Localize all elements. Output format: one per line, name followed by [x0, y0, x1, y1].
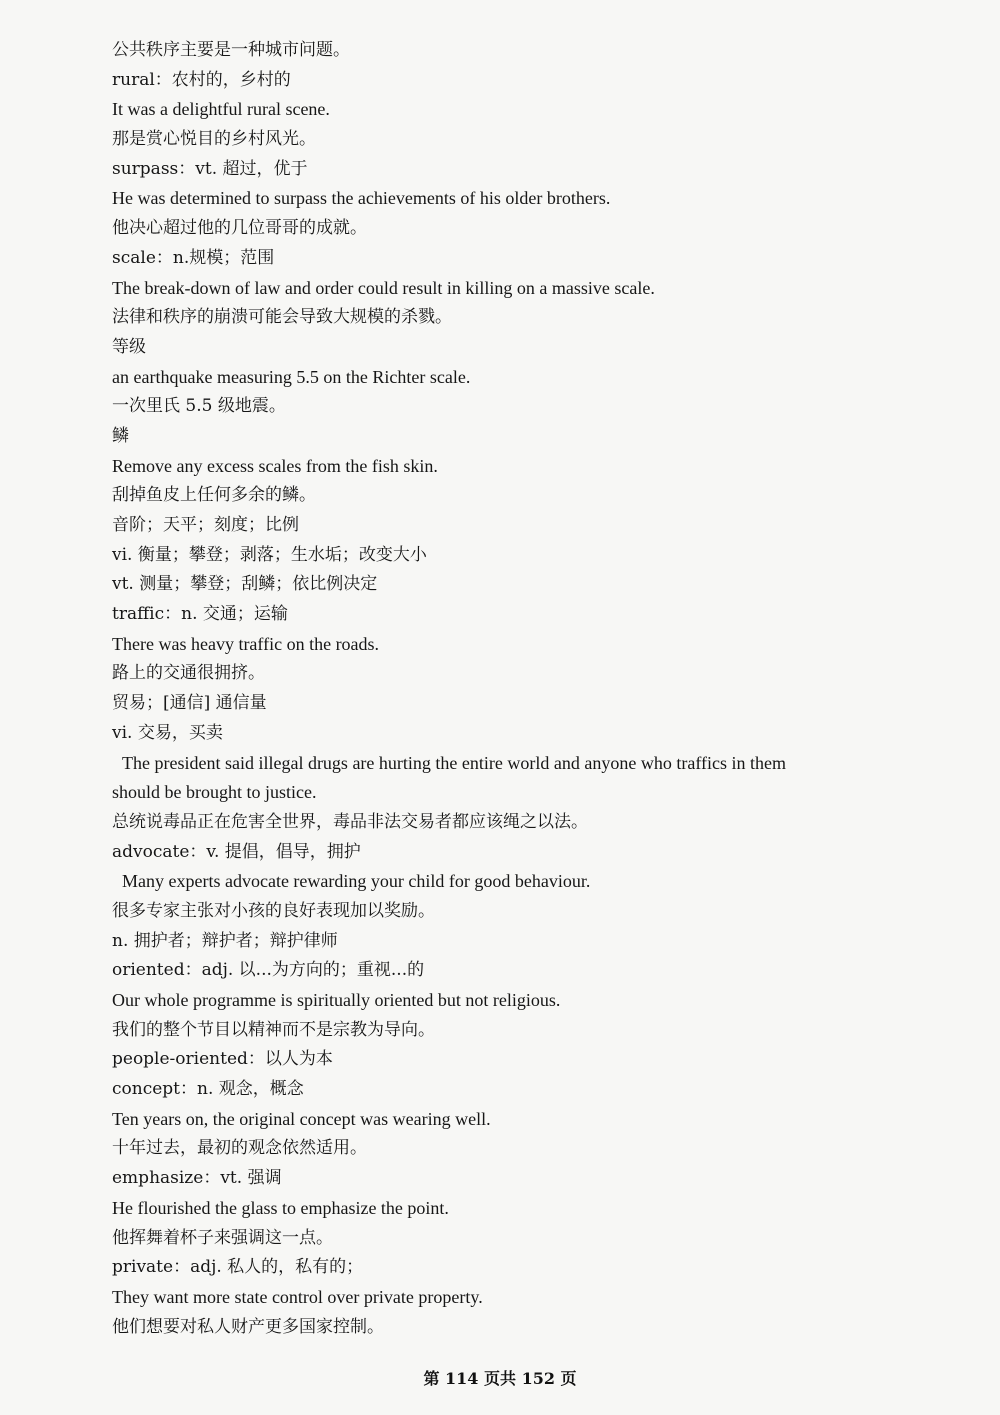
example-sentence: an earthquake measuring 5.5 on the Richter scale. [112, 366, 471, 387]
translation-line: 十年过去，最初的观念依然适用。 [112, 1138, 367, 1159]
translation-line: 音阶；天平；刻度；比例 [112, 515, 299, 535]
vocab-entry: advocate：v. 提倡，倡导，拥护 [112, 841, 361, 862]
translation-line: 他们想要对私人财产更多国家控制。 [112, 1316, 384, 1337]
translation-line: 很多专家主张对小孩的良好表现加以奖励。 [112, 900, 435, 921]
example-sentence: Remove any excess scales from the fish skin. [112, 455, 438, 476]
example-sentence: He flourished the glass to emphasize the point. [112, 1197, 449, 1218]
translation-line: 法律和秩序的崩溃可能会导致大规模的杀戮。 [112, 307, 452, 328]
vocab-entry: n. 拥护者；辩护者；辩护律师 [112, 930, 338, 951]
vocab-entry: scale：n.规模；范围 [112, 247, 275, 268]
vocab-entry: oriented：adj. 以...为方向的；重视...的 [112, 960, 425, 981]
example-sentence: Many experts advocate rewarding your child for good behaviour. [122, 871, 591, 892]
vocab-entry: emphasize：vt. 强调 [112, 1168, 282, 1189]
example-sentence: Our whole programme is spiritually oriented but not religious. [112, 990, 561, 1010]
translation-line: 我们的整个节目以精神而不是宗教为导向。 [112, 1019, 435, 1040]
translation-line: 鳞 [112, 425, 129, 446]
example-sentence: They want more state control over private property. [112, 1286, 483, 1307]
vocab-entry: people-oriented：以人为本 [112, 1049, 333, 1070]
vocab-entry: traffic：n. 交通；运输 [112, 604, 288, 625]
example-sentence: It was a delightful rural scene. [112, 99, 330, 120]
example-sentence: The president said illegal drugs are hurting the entire world and anyone who traffics in them [122, 752, 786, 773]
example-sentence: The break-down of law and order could result in killing on a massive scale. [112, 277, 655, 298]
translation-line: 他决心超过他的几位哥哥的成就。 [112, 218, 367, 239]
page-number: 第 114 页共 152 页 [423, 1369, 577, 1388]
vocab-entry: vi. 交易，买卖 [112, 722, 223, 743]
translation-line: 等级 [112, 336, 146, 357]
translation-line: 公共秩序主要是一种城市问题。 [112, 40, 350, 60]
vocab-entry: private：adj. 私人的，私有的； [112, 1257, 364, 1278]
translation-line: 他挥舞着杯子来强调这一点。 [112, 1227, 333, 1248]
translation-line: 贸易；[通信] 通信量 [112, 693, 267, 714]
example-sentence: Ten years on, the original concept was wearing well. [112, 1108, 491, 1129]
example-sentence: should be brought to justice. [112, 782, 317, 803]
vocab-entry: vi. 衡量；攀登；剥落；生水垢；改变大小 [112, 544, 427, 565]
translation-line: 一次里氏 5.5 级地震。 [112, 396, 286, 417]
translation-line: 总统说毒品正在危害全世界，毒品非法交易者都应该绳之以法。 [112, 811, 588, 832]
translation-line: 刮掉鱼皮上任何多余的鳞。 [112, 485, 316, 506]
translation-line: 那是赏心悦目的乡村风光。 [112, 129, 316, 150]
translation-line: 路上的交通很拥挤。 [112, 663, 265, 684]
vocab-entry: concept：n. 观念，概念 [112, 1079, 304, 1100]
example-sentence: There was heavy traffic on the roads. [112, 633, 380, 654]
example-sentence: He was determined to surpass the achievements of his older brothers. [112, 188, 611, 209]
document-body [112, 36, 972, 1342]
vocab-entry: rural：农村的，乡村的 [112, 69, 291, 90]
vocab-entry: vt. 测量；攀登；刮鳞；依比例决定 [112, 574, 378, 595]
vocab-entry: surpass：vt. 超过，优于 [112, 158, 308, 179]
